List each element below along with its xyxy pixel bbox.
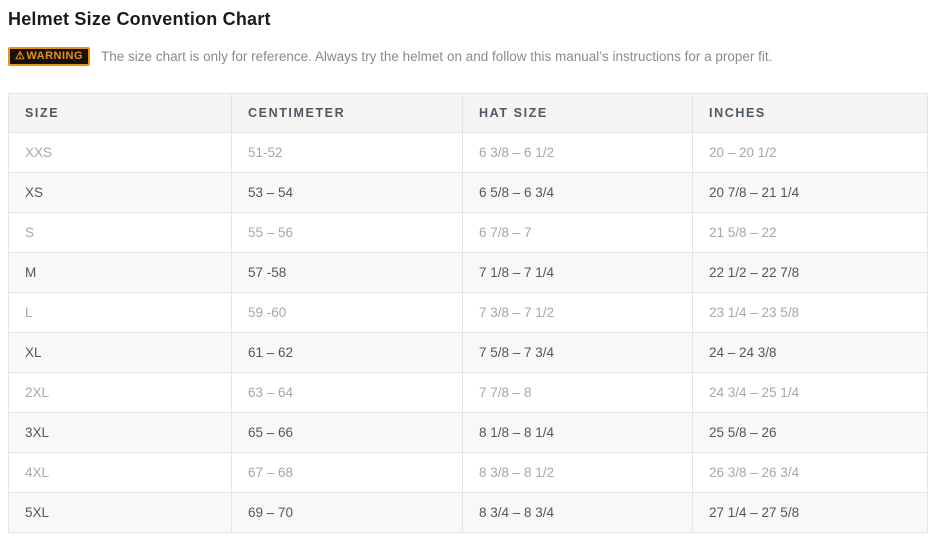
table-cell: 6 3/8 – 6 1/2 — [463, 133, 693, 173]
table-row — [9, 133, 928, 173]
table-cell: M — [9, 253, 232, 293]
table-cell: 67 – 68 — [232, 453, 463, 493]
table-cell: 27 1/4 – 27 5/8 — [693, 493, 928, 533]
page-title: Helmet Size Convention Chart — [8, 9, 271, 29]
table-row — [9, 213, 928, 253]
table-cell: 3XL — [9, 413, 232, 453]
table-row — [9, 333, 928, 373]
table-cell: 69 – 70 — [232, 493, 463, 533]
size-table — [8, 93, 928, 533]
table-cell: 24 3/4 – 25 1/4 — [693, 373, 928, 413]
table-row — [9, 413, 928, 453]
table-cell: 4XL — [9, 453, 232, 493]
table-cell: 55 – 56 — [232, 213, 463, 253]
column-header: SIZE — [9, 94, 232, 133]
column-header: CENTIMETER — [232, 94, 463, 133]
table-cell: 63 – 64 — [232, 373, 463, 413]
table-cell: 8 1/8 – 8 1/4 — [463, 413, 693, 453]
table-cell: S — [9, 213, 232, 253]
table-cell: 7 3/8 – 7 1/2 — [463, 293, 693, 333]
table-cell: 21 5/8 – 22 — [693, 213, 928, 253]
table-cell: 53 – 54 — [232, 173, 463, 213]
table-cell: 59 -60 — [232, 293, 463, 333]
table-cell: 6 5/8 – 6 3/4 — [463, 173, 693, 213]
table-cell: 5XL — [9, 493, 232, 533]
table-cell: 7 5/8 – 7 3/4 — [463, 333, 693, 373]
warning-text: The size chart is only for reference. Always try the helmet on and follow this manual’s instructions for a proper fit. — [101, 49, 773, 64]
table-cell: 22 1/2 – 22 7/8 — [693, 253, 928, 293]
table-cell: 8 3/4 – 8 3/4 — [463, 493, 693, 533]
warning-badge-label: WARNING — [26, 50, 84, 62]
table-cell: 6 7/8 – 7 — [463, 213, 693, 253]
table-cell: L — [9, 293, 232, 333]
table-row — [9, 493, 928, 533]
table-row — [9, 253, 928, 293]
warning-badge — [8, 47, 90, 66]
table-cell: 65 – 66 — [232, 413, 463, 453]
table-cell: 26 3/8 – 26 3/4 — [693, 453, 928, 493]
column-header: HAT SIZE — [463, 94, 693, 133]
table-cell: XXS — [9, 133, 232, 173]
table-row — [9, 453, 928, 493]
table-cell: 61 – 62 — [232, 333, 463, 373]
table-cell: 57 -58 — [232, 253, 463, 293]
warning-triangle-icon: ⚠ — [15, 50, 26, 62]
table-cell: 2XL — [9, 373, 232, 413]
size-table-head — [9, 94, 928, 133]
table-cell: XS — [9, 173, 232, 213]
table-cell: XL — [9, 333, 232, 373]
table-cell: 20 – 20 1/2 — [693, 133, 928, 173]
column-header: INCHES — [693, 94, 928, 133]
table-cell: 23 1/4 – 23 5/8 — [693, 293, 928, 333]
warning-row — [8, 47, 927, 66]
table-cell: 25 5/8 – 26 — [693, 413, 928, 453]
table-cell: 8 3/8 – 8 1/2 — [463, 453, 693, 493]
table-row — [9, 293, 928, 333]
table-row — [9, 173, 928, 213]
table-cell: 51-52 — [232, 133, 463, 173]
table-cell: 24 – 24 3/8 — [693, 333, 928, 373]
header-row — [9, 94, 928, 133]
table-cell: 20 7/8 – 21 1/4 — [693, 173, 928, 213]
size-table-body — [9, 133, 928, 533]
table-row — [9, 373, 928, 413]
table-cell: 7 7/8 – 8 — [463, 373, 693, 413]
table-cell: 7 1/8 – 7 1/4 — [463, 253, 693, 293]
